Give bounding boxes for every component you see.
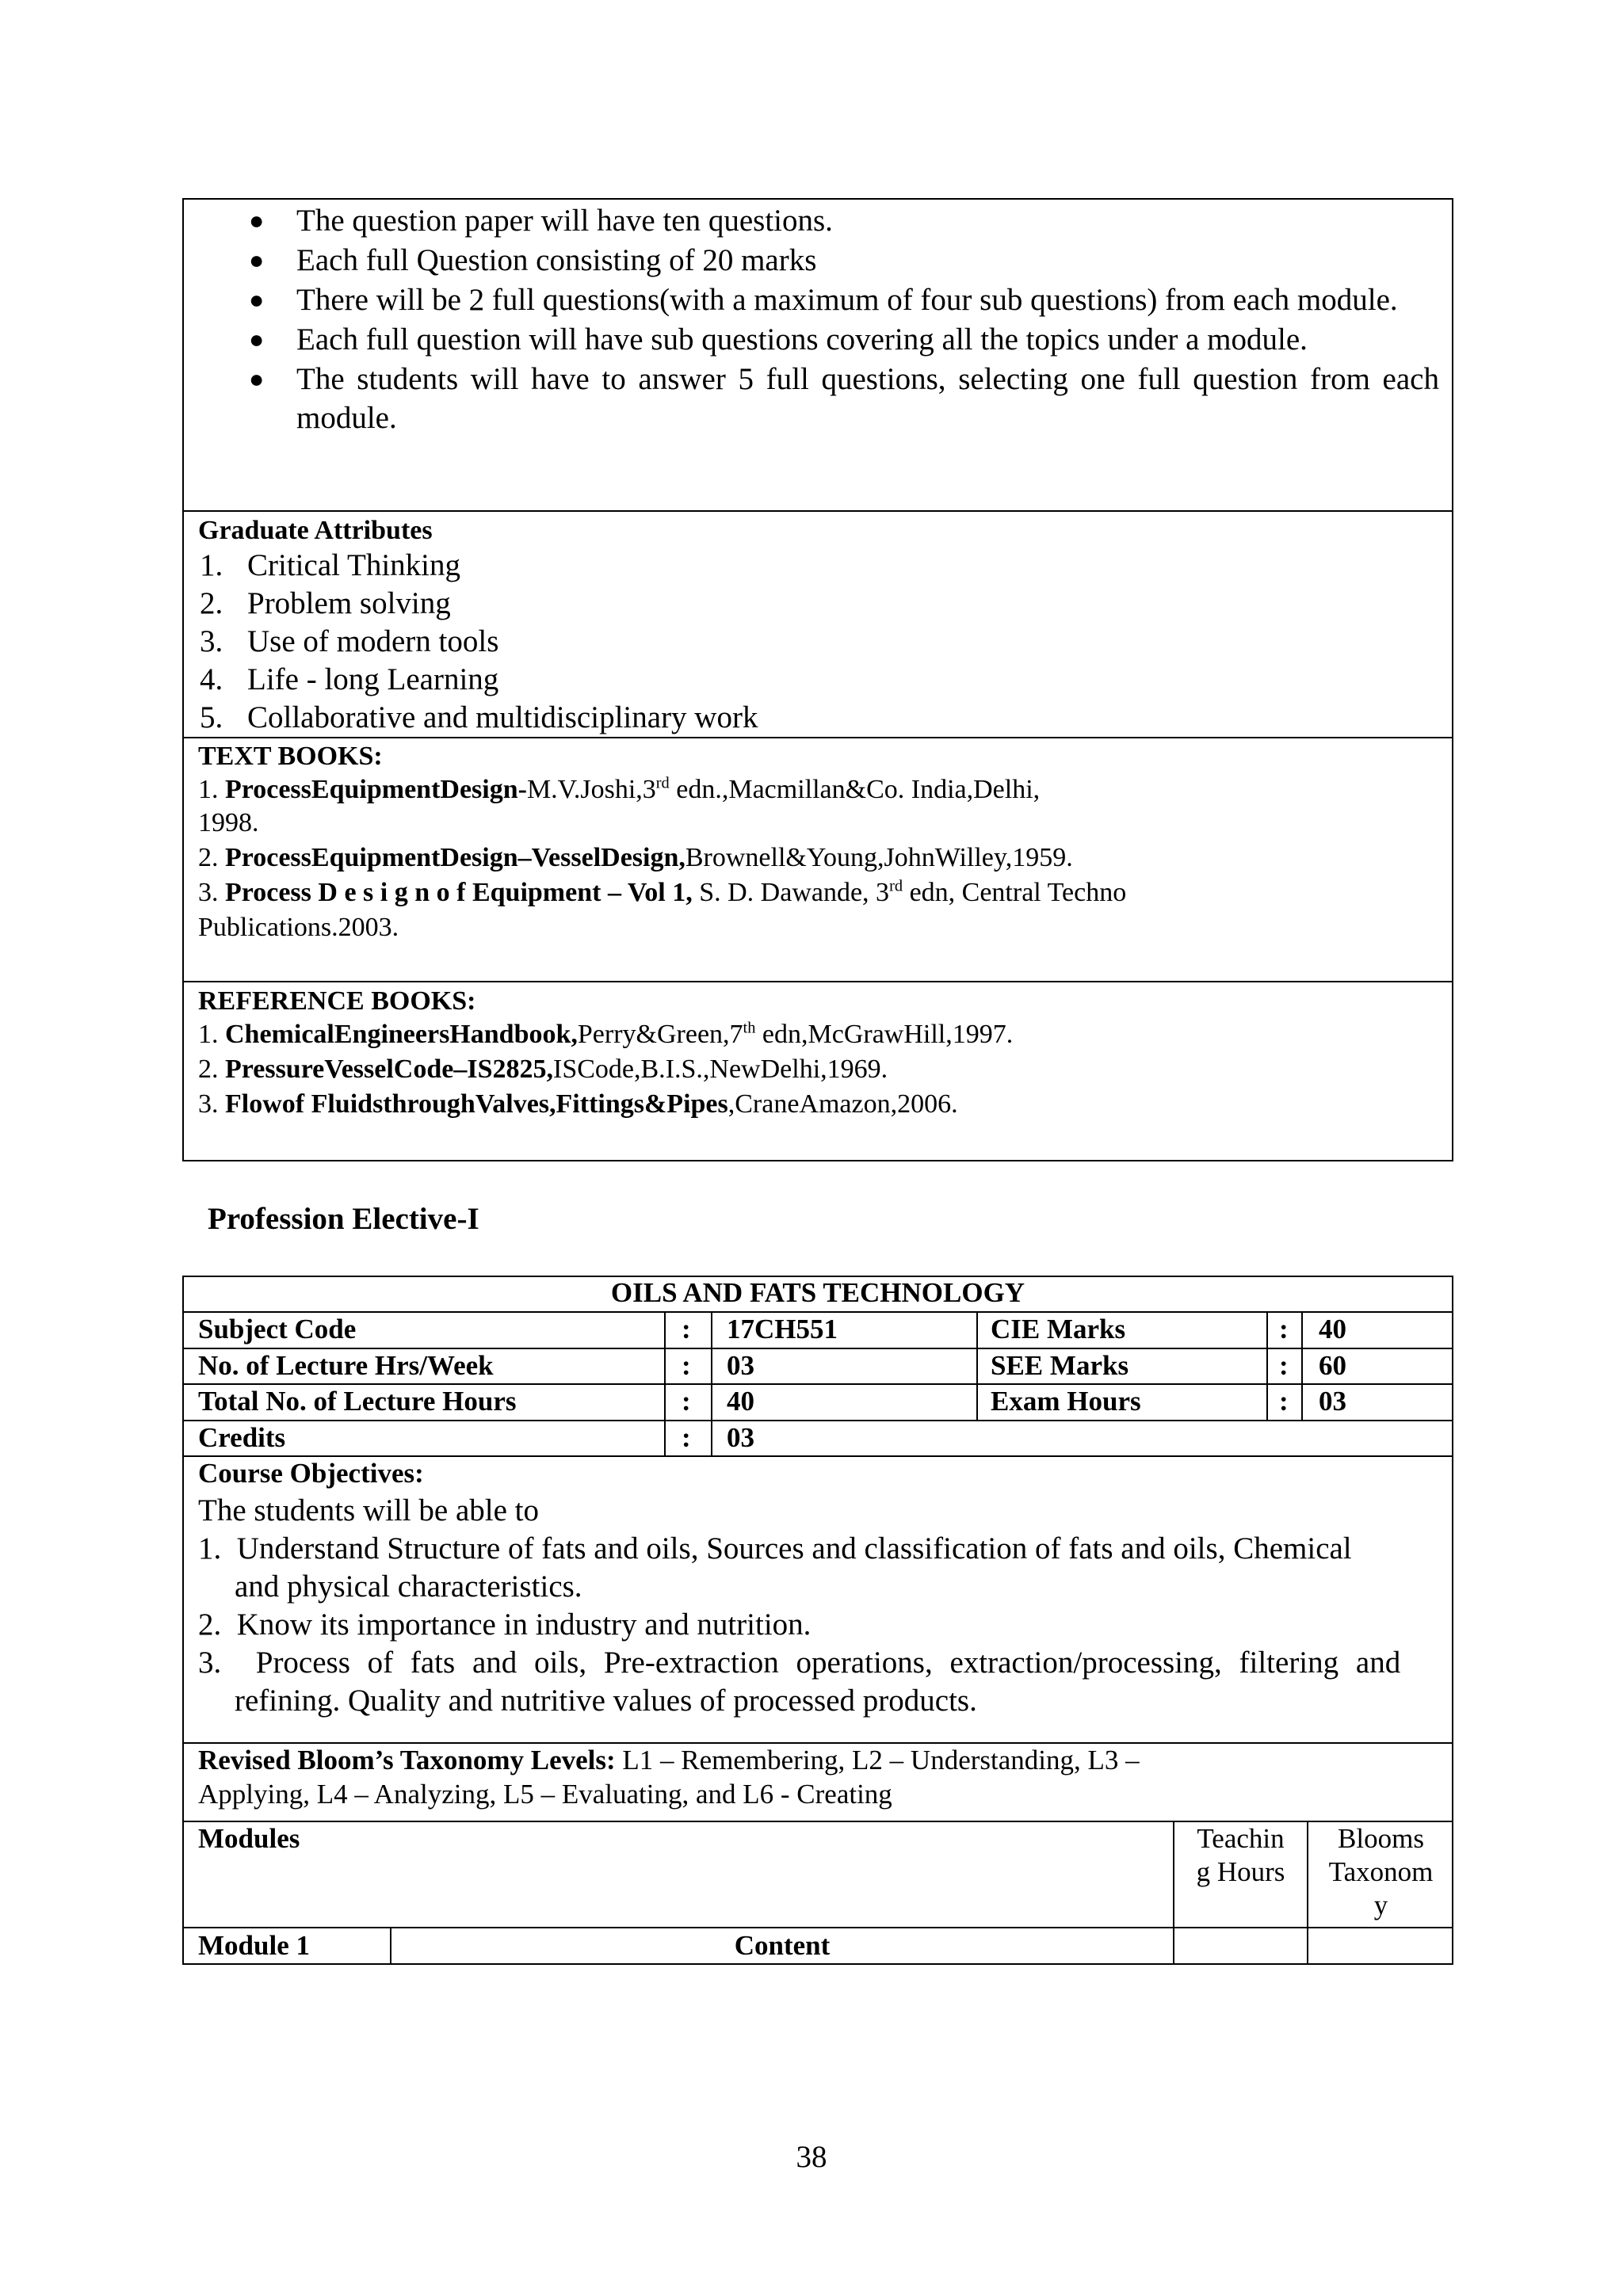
see-marks-value: 60 (1319, 1350, 1346, 1381)
lecture-hrs-week-label: No. of Lecture Hrs/Week (198, 1350, 494, 1381)
reference-books-heading: REFERENCE BOOKS: (198, 986, 476, 1016)
page-number: 38 (796, 2140, 827, 2174)
table-rule (664, 1311, 666, 1455)
list-item: ● Each full Question consisting of 20 marks (246, 241, 1439, 280)
content-header: Content (734, 1930, 831, 1961)
credits-value: 03 (727, 1422, 754, 1453)
course-title: OILS AND FATS TECHNOLOGY (610, 1277, 1025, 1308)
objective-3: 3. Process of fats and oils, Pre-extraction operations, extraction/processing, filtering and (198, 1646, 1401, 1680)
table-rule (182, 1420, 1453, 1421)
list-item: 4. Life - long Learning (200, 662, 499, 696)
objective-2: 2. Know its importance in industry and nutrition. (198, 1608, 812, 1642)
objective-1-cont: and physical characteristics. (235, 1569, 582, 1604)
colon: : (682, 1314, 691, 1344)
colon: : (1279, 1350, 1289, 1381)
text-book-3-line2: Publications.2003. (198, 913, 399, 942)
list-item: 1. Critical Thinking (200, 548, 461, 582)
text-books-heading: TEXT BOOKS: (198, 742, 383, 771)
bullet-icon: ● (249, 285, 265, 314)
bullet-icon: ● (249, 325, 265, 353)
list-item: 3. Use of modern tools (200, 624, 499, 658)
table-rule (1266, 1311, 1268, 1420)
teaching-hours-header: Teachin g Hours (1196, 1823, 1285, 1887)
subject-code-value: 17CH551 (727, 1314, 838, 1344)
colon: : (1279, 1386, 1289, 1417)
list-item: 5. Collaborative and multidisciplinary work (200, 700, 758, 734)
exam-hours-label: Exam Hours (991, 1386, 1141, 1417)
text-book-1: 1. ProcessEquipmentDesign-M.V.Joshi,3rd edn.,Macmillan&Co. India,Delhi, (198, 774, 1041, 804)
total-lecture-hours-value: 40 (727, 1386, 754, 1417)
objectives-intro: The students will be able to (198, 1493, 539, 1527)
graduate-attributes-heading: Graduate Attributes (198, 516, 433, 545)
lecture-hrs-week-value: 03 (727, 1350, 754, 1381)
objective-1: 1. Understand Structure of fats and oils, Sources and classification of fats and oils, Chemical (198, 1531, 1352, 1566)
text-book-1-line2: 1998. (198, 808, 259, 837)
colon: : (682, 1386, 691, 1417)
reference-book-2: 2. PressureVesselCode–IS2825,ISCode,B.I.S.,NewDelhi,1969. (198, 1055, 888, 1084)
question-pattern-list (246, 201, 1439, 438)
text-book-2: 2. ProcessEquipmentDesign–VesselDesign,Brownell&Young,JohnWilley,1959. (198, 843, 1073, 872)
table-rule (182, 1927, 1453, 1928)
colon: : (682, 1422, 691, 1453)
module-1-label: Module 1 (198, 1930, 310, 1961)
credits-label: Credits (198, 1422, 286, 1453)
see-marks-label: SEE Marks (991, 1350, 1129, 1381)
objective-3-cont: refining. Quality and nutritive values of processed products. (235, 1684, 977, 1718)
list-item: ● The question paper will have ten questions. (246, 201, 1439, 240)
text-book-3: 3. Process D e s i g n o f Equipment – Vol 1, S. D. Dawande, 3rd edn, Central Techno (198, 877, 1127, 907)
bloom-levels-line2: Applying, L4 – Analyzing, L5 – Evaluating, and L6 - Creating (198, 1779, 892, 1810)
blooms-taxonomy-header: Blooms Taxonom y (1328, 1823, 1434, 1920)
subject-code-label: Subject Code (198, 1314, 357, 1344)
bullet-icon: ● (249, 206, 265, 235)
bullet-icon: ● (249, 364, 265, 393)
reference-book-3: 3. Flowof FluidsthroughValves,Fittings&Pipes,CraneAmazon,2006. (198, 1089, 958, 1119)
list-item: ● The students will have to answer 5 full questions, selecting one full question from each module. (246, 360, 1439, 437)
total-lecture-hours-label: Total No. of Lecture Hours (198, 1386, 517, 1417)
reference-book-1: 1. ChemicalEngineersHandbook,Perry&Green,7th edn,McGrawHill,1997. (198, 1019, 1014, 1049)
exam-hours-value: 03 (1319, 1386, 1346, 1417)
table-rule (711, 1311, 712, 1455)
bullet-icon: ● (249, 246, 265, 274)
bloom-levels-line1: Revised Bloom’s Taxonomy Levels: L1 – Remembering, L2 – Understanding, L3 – (198, 1745, 1140, 1775)
list-item: ● Each full question will have sub questions covering all the topics under a module. (246, 320, 1439, 359)
cie-marks-value: 40 (1319, 1314, 1346, 1344)
elective-heading: Profession Elective-I (208, 1202, 479, 1236)
graduate-attributes-list (200, 547, 758, 737)
objectives-heading: Course Objectives: (198, 1458, 424, 1489)
colon: : (1279, 1314, 1289, 1344)
modules-header: Modules (198, 1823, 300, 1854)
table-rule (1301, 1311, 1303, 1420)
list-item: ● There will be 2 full questions(with a maximum of four sub questions) from each module. (246, 280, 1439, 319)
cie-marks-label: CIE Marks (991, 1314, 1126, 1344)
colon: : (682, 1350, 691, 1381)
list-item: 2. Problem solving (200, 586, 451, 620)
table-rule (976, 1311, 978, 1420)
